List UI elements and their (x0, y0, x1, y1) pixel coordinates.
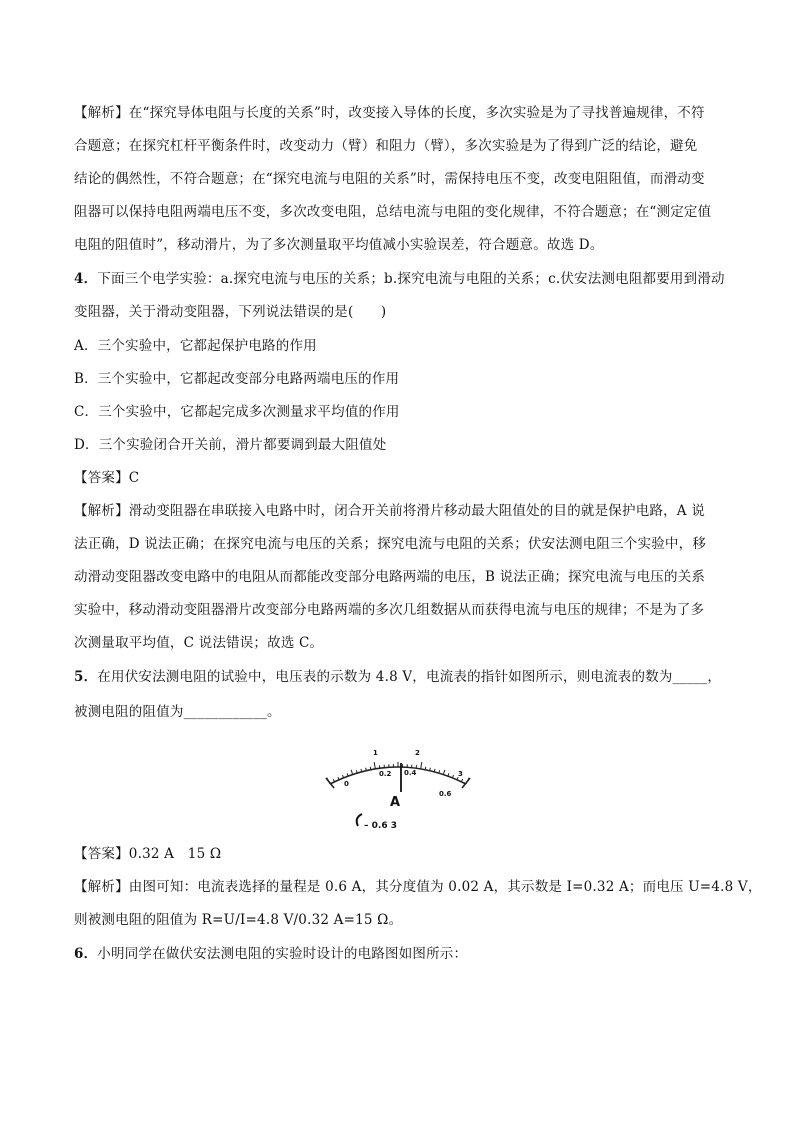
q5-analysis-line1: 【解析】由图可知：电流表选择的量程是 0.6 A，其分度值为 0.02 A，其示数是 I=0.32 A；而电压 U=4.8 V， (74, 879, 762, 895)
q4-analysis-line: 【解析】滑动变阻器在串联接入电路中时，闭合开关前将滑片移动最大阻值处的目的就是保护电路，A 说 (74, 503, 705, 519)
ammeter-label: 0.6 (439, 790, 452, 798)
q3-analysis-line: 阻器可以保持电阻两端电压不变，多次改变电阻，总结电流与电阻的变化规律，不符合题意；在“测定定值 (74, 204, 712, 220)
ammeter-terminals: – 0.6 3 (364, 821, 397, 831)
q6-stem (74, 944, 467, 964)
ammeter-tick (443, 770, 445, 775)
q3-analysis-line: 合题意；在探究杠杆平衡条件时，改变动力（臂）和阻力（臂），多次实验是为了得到广泛的结论，避免 (74, 138, 698, 154)
q5-answer: 【答案】0.32 A 15 Ω (74, 846, 222, 862)
ammeter-tick (366, 768, 367, 771)
ammeter-tick (370, 767, 371, 770)
q4-analysis-line: 动滑动变阻器改变电路中的电阻从而都能改变部分电路两端的电压，B 说法正确；探究电流与电压的关系 (74, 569, 706, 585)
q4-answer: 【答案】C (74, 470, 140, 486)
ammeter-label: 0 (344, 780, 349, 788)
q5-stem (74, 667, 721, 687)
q3-analysis-line: 结论的偶然性，不符合题意；在“探究电流与电阻的关系”时，需保持电压不变，改变电阻阻值，而滑动变 (74, 171, 705, 187)
ammeter-tick (421, 762, 422, 769)
q3-analysis-line: 电阻的阻值时”，移动滑片，为了多次测量取平均值减小实验误差，符合题意。故选 D。 (74, 237, 604, 253)
q4-analysis-line: 实验中，移动滑动变阻器滑片改变部分电路两端的多次几组数据从而获得电流与电压的规律；不是为了多 (74, 602, 705, 618)
q6-stem-text: 小明同学在做伏安法测电阻的实验时设计的电路图如图所示： (97, 946, 468, 962)
ammeter-unit: A (390, 795, 401, 810)
ammeter-tick (374, 762, 375, 769)
q4-option-d: D．三个实验闭合开关前，滑片都要调到最大阻值处 (74, 437, 387, 453)
ammeter-label: 0.4 (404, 769, 417, 777)
q4-option-a: A．三个实验中，它都起保护电路的作用 (74, 338, 317, 354)
ammeter-tick (430, 768, 431, 771)
q4-option-b: B．三个实验中，它都起改变部分电路两端电压的作用 (74, 371, 400, 387)
ammeter-label: 2 (415, 749, 420, 757)
q4-option-c: C．三个实验中，它都起完成多次测量求平均值的作用 (74, 404, 400, 420)
q3-analysis-line: 【解析】在“探究导体电阻与长度的关系”时，改变接入导体的长度，多次实验是为了寻找普遍规律，不符 (74, 105, 705, 121)
q4-stem (74, 269, 725, 289)
ammeter-tick (351, 770, 353, 775)
ammeter-label: 1 (373, 749, 378, 757)
q5-analysis-line2: 则被测电阻的阻值为 R=U/I=4.8 V/0.32 A=15 Ω。 (74, 912, 403, 928)
ammeter-label: 3 (458, 770, 463, 778)
ammeter-tick (425, 767, 426, 770)
ammeter-label: 0.2 (379, 770, 392, 778)
q4-stem-line1: 下面三个电学实验：a.探究电流与电压的关系；b.探究电流与电阻的关系；c.伏安法测电阻都要用到滑动 (97, 271, 725, 287)
q4-analysis-line: 法正确，D 说法正确；在探究电流与电压的关系；探究电流与电阻的关系；伏安法测电阻三个实验中，移 (74, 536, 707, 552)
ammeter-scale-arc (330, 767, 466, 784)
q6-number: 6． (74, 946, 98, 962)
ammeter-tick (461, 779, 462, 782)
q4-number: 4． (74, 271, 98, 287)
ammeter-figure (318, 742, 478, 834)
q5-number: 5． (74, 669, 98, 685)
q4-stem-line2: 变阻器，关于滑动变阻器，下列说法错误的是( ) (74, 304, 387, 320)
q5-stem-line2: 被测电阻的阻值为____________。 (74, 704, 281, 720)
q5-stem-line1: 在用伏安法测电阻的试验中，电压表的示数为 4.8 V，电流表的指针如图所示，则电流表的数为_____， (97, 669, 722, 685)
q4-analysis-line: 次测量取平均值，C 说法错误；故选 C。 (74, 635, 324, 651)
ammeter-tick (333, 779, 334, 782)
